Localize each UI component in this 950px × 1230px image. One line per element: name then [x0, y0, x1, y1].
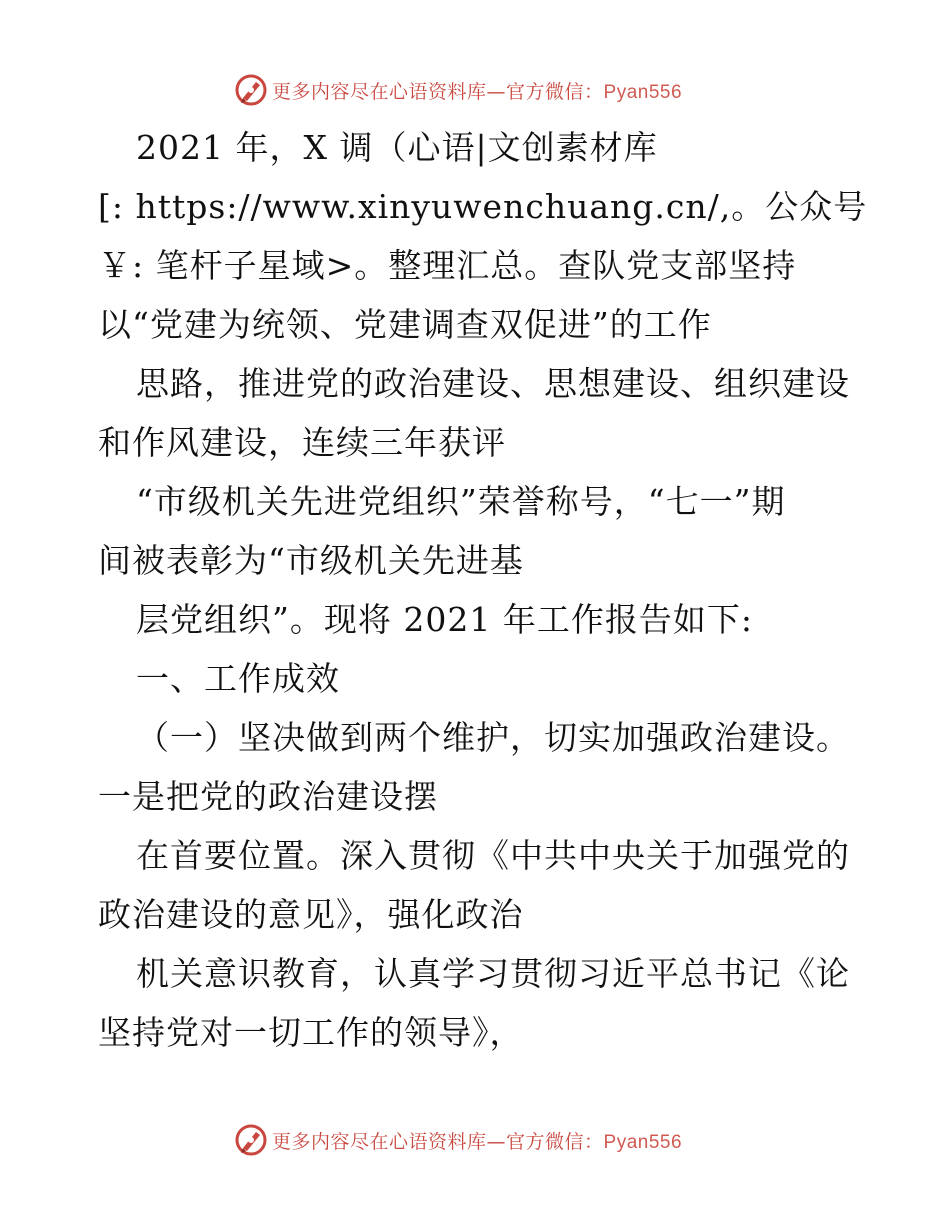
text-line: 2021 年，X 调（心语|文创素材库: [136, 128, 658, 167]
watermark-brand: Pyan556: [603, 1131, 683, 1153]
text-line: 坚持党对一切工作的领导》，: [98, 1013, 524, 1052]
text-line: 思路，推进党的政治建设、思想建设、组织建设: [136, 364, 850, 403]
text-line: 层党组织”。现将 2021 年工作报告如下:: [136, 600, 753, 639]
document-body: [98, 118, 878, 1062]
text-line: 一、工作成效: [136, 659, 340, 698]
text-line: 机关意识教育，认真学习贯彻习近平总书记《论: [136, 954, 850, 993]
text-line: 一是把党的政治建设摆: [98, 777, 438, 816]
watermark-banner-bottom: [234, 1122, 682, 1158]
watermark-brand: Pyan556: [603, 81, 683, 103]
watermark-text: 更多内容尽在心语资料库—官方微信：: [272, 1130, 604, 1153]
text-line: 和作风建设，连续三年获评: [98, 423, 506, 462]
text-line: 以“党建为统领、党建调查双促进”的工作: [98, 305, 712, 344]
text-line: （一）坚决做到两个维护，切实加强政治建设。: [136, 718, 850, 757]
text-line: “市级机关先进党组织”荣誉称号，“七一”期: [136, 482, 786, 521]
watermark-banner-top: [234, 72, 682, 108]
text-line: 在首要位置。深入贯彻《中共中央关于加强党的: [136, 836, 850, 875]
text-line: [: https://www.xinyuwenchuang.cn/,。公众号: [98, 187, 868, 226]
pen-in-circle-icon: [234, 1123, 268, 1157]
text-line: 政治建设的意见》，强化政治: [98, 895, 524, 934]
pen-in-circle-icon: [234, 73, 268, 107]
text-line: 间被表彰为“市级机关先进基: [98, 541, 524, 580]
text-line: ￥: 笔杆子星域>。整理汇总。查队党支部坚持: [98, 246, 797, 285]
watermark-text: 更多内容尽在心语资料库—官方微信：: [272, 80, 604, 103]
